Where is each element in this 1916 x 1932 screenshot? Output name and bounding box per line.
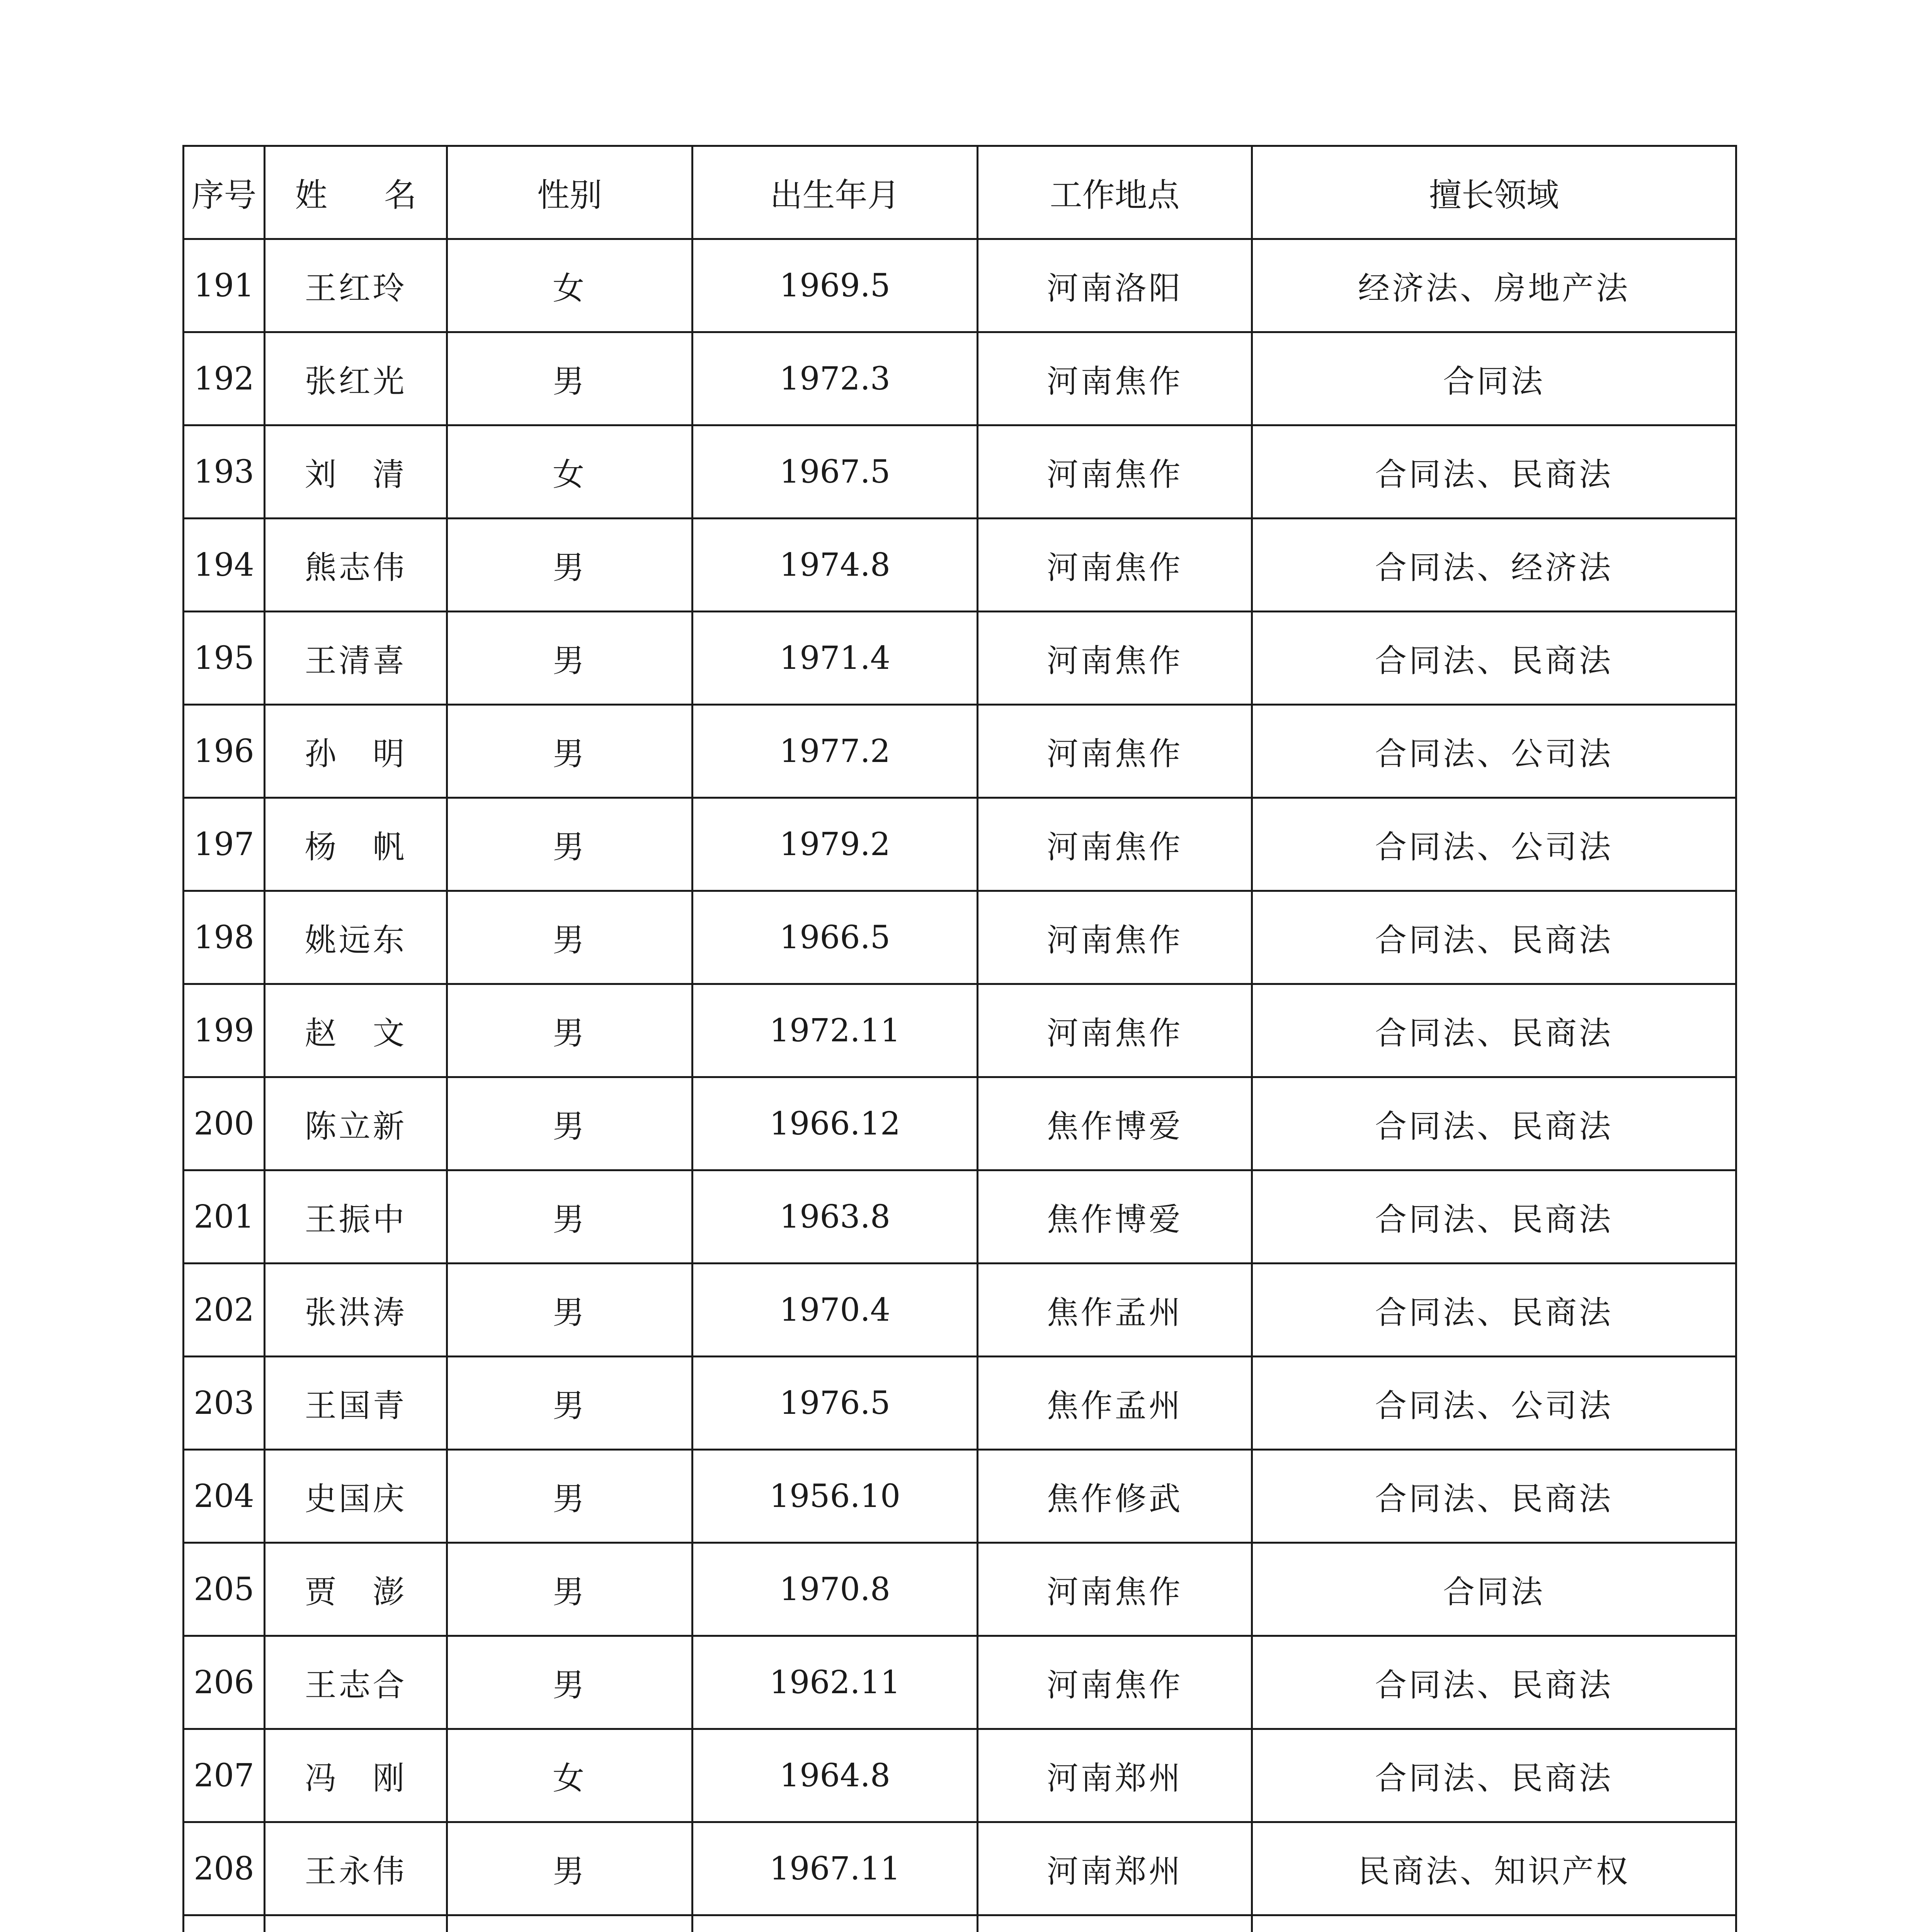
name-cell: 张洪涛 [265,1264,447,1357]
header-seq: 序号 [184,146,265,239]
birth-cell: 1970.8 [693,1543,978,1636]
gender-cell: 男 [447,612,693,705]
name-cell: 史国庆 [265,1450,447,1543]
table-row [184,1915,1736,1932]
birth-cell: 1974.8 [693,519,978,612]
name-cell: 王国青 [265,1357,447,1450]
gender-cell: 男 [447,1822,693,1915]
specialty-cell: 合同法、民商法 [1252,984,1736,1077]
specialty-cell: 合同法、民商法 [1252,1170,1736,1264]
name-cell: 王志合 [265,1636,447,1729]
name-cell: 王振中 [265,1170,447,1264]
gender-cell: 男 [447,1543,693,1636]
birth-cell: 1967.11 [693,1822,978,1915]
name-cell: 熊志伟 [265,519,447,612]
gender-cell: 女 [447,239,693,332]
location-cell: 河南洛阳 [978,239,1252,332]
name-cell: 王永伟 [265,1822,447,1915]
seq-cell: 197 [184,798,265,891]
location-cell: 河南郑州 [978,1729,1252,1822]
location-cell: 河南焦作 [978,425,1252,519]
specialty-cell: 经济法、房地产法 [1252,239,1736,332]
gender-cell: 男 [447,1077,693,1170]
gender-cell: 男 [447,984,693,1077]
header-specialty: 擅长领域 [1252,146,1736,239]
specialty-cell: 合同法、民商法 [1252,1450,1736,1543]
seq-cell: 192 [184,332,265,425]
table-row [184,1357,1736,1450]
header-gender: 性别 [447,146,693,239]
name-cell: 冯 刚 [265,1729,447,1822]
specialty-cell: 合同法 [1252,332,1736,425]
seq-cell [184,1915,265,1932]
birth-cell: 1971.4 [693,612,978,705]
birth-cell: 1970.4 [693,1264,978,1357]
location-cell: 河南郑州 [978,1822,1252,1915]
name-cell: 孙 明 [265,705,447,798]
gender-cell: 男 [447,1264,693,1357]
table-row [184,519,1736,612]
location-cell: 河南焦作 [978,984,1252,1077]
gender-cell: 男 [447,1170,693,1264]
seq-cell: 205 [184,1543,265,1636]
specialty-cell: 合同法、民商法 [1252,1636,1736,1729]
specialty-cell: 合同法、民商法 [1252,1264,1736,1357]
gender-cell: 男 [447,705,693,798]
table-row [184,332,1736,425]
table-row [184,1170,1736,1264]
table-row [184,612,1736,705]
header-location: 工作地点 [978,146,1252,239]
table-row [184,425,1736,519]
table-row [184,1450,1736,1543]
specialty-cell: 合同法、经济法 [1252,519,1736,612]
gender-cell: 女 [447,1729,693,1822]
table-row [184,984,1736,1077]
birth-cell [693,1915,978,1932]
birth-cell: 1963.8 [693,1170,978,1264]
specialty-cell: 合同法 [1252,1543,1736,1636]
specialty-cell: 合同法、民商法 [1252,891,1736,984]
table-row [184,891,1736,984]
name-cell: 姚远东 [265,891,447,984]
table-header-row [184,146,1736,239]
birth-cell: 1964.8 [693,1729,978,1822]
specialty-cell: 合同法、公司法 [1252,1357,1736,1450]
location-cell: 河南焦作 [978,332,1252,425]
location-cell: 河南焦作 [978,1543,1252,1636]
table-row [184,798,1736,891]
location-cell: 河南焦作 [978,891,1252,984]
birth-cell: 1977.2 [693,705,978,798]
seq-cell: 208 [184,1822,265,1915]
gender-cell: 男 [447,1636,693,1729]
location-cell: 焦作孟州 [978,1357,1252,1450]
specialty-cell: 合同法、公司法 [1252,798,1736,891]
table-body [184,239,1736,1932]
specialty-cell: 合同法、民商法 [1252,425,1736,519]
seq-cell: 200 [184,1077,265,1170]
name-cell [265,1915,447,1932]
birth-cell: 1969.5 [693,239,978,332]
table-row [184,705,1736,798]
seq-cell: 198 [184,891,265,984]
specialty-cell: 合同法、民商法 [1252,1077,1736,1170]
birth-cell: 1966.5 [693,891,978,984]
seq-cell: 195 [184,612,265,705]
gender-cell: 男 [447,798,693,891]
table-row [184,1636,1736,1729]
birth-cell: 1966.12 [693,1077,978,1170]
location-cell: 河南焦作 [978,612,1252,705]
seq-cell: 196 [184,705,265,798]
specialty-cell: 民商法、知识产权 [1252,1822,1736,1915]
seq-cell: 202 [184,1264,265,1357]
roster-table [182,145,1737,1932]
header-name: 姓 名 [265,146,447,239]
location-cell: 焦作修武 [978,1450,1252,1543]
table-row [184,1822,1736,1915]
birth-cell: 1956.10 [693,1450,978,1543]
location-cell: 河南焦作 [978,1636,1252,1729]
birth-cell: 1979.2 [693,798,978,891]
location-cell: 焦作博爱 [978,1170,1252,1264]
birth-cell: 1962.11 [693,1636,978,1729]
name-cell: 赵 文 [265,984,447,1077]
specialty-cell: 合同法、民商法 [1252,1729,1736,1822]
gender-cell: 男 [447,1357,693,1450]
birth-cell: 1972.3 [693,332,978,425]
seq-cell: 194 [184,519,265,612]
seq-cell: 199 [184,984,265,1077]
table-row [184,1264,1736,1357]
location-cell: 河南焦作 [978,519,1252,612]
seq-cell: 201 [184,1170,265,1264]
seq-cell: 206 [184,1636,265,1729]
specialty-cell [1252,1915,1736,1932]
name-cell: 杨 帆 [265,798,447,891]
seq-cell: 193 [184,425,265,519]
table-row [184,1077,1736,1170]
name-cell: 王清喜 [265,612,447,705]
seq-cell: 207 [184,1729,265,1822]
table-row [184,239,1736,332]
location-cell [978,1915,1252,1932]
header-birth: 出生年月 [693,146,978,239]
name-cell: 刘 清 [265,425,447,519]
location-cell: 河南焦作 [978,705,1252,798]
gender-cell: 女 [447,425,693,519]
name-cell: 张红光 [265,332,447,425]
specialty-cell: 合同法、公司法 [1252,705,1736,798]
table-row [184,1543,1736,1636]
location-cell: 焦作孟州 [978,1264,1252,1357]
location-cell: 焦作博爱 [978,1077,1252,1170]
name-cell: 陈立新 [265,1077,447,1170]
seq-cell: 203 [184,1357,265,1450]
specialty-cell: 合同法、民商法 [1252,612,1736,705]
gender-cell: 男 [447,891,693,984]
birth-cell: 1972.11 [693,984,978,1077]
gender-cell [447,1915,693,1932]
birth-cell: 1976.5 [693,1357,978,1450]
birth-cell: 1967.5 [693,425,978,519]
seq-cell: 204 [184,1450,265,1543]
gender-cell: 男 [447,1450,693,1543]
table-row [184,1729,1736,1822]
seq-cell: 191 [184,239,265,332]
name-cell: 王红玲 [265,239,447,332]
location-cell: 河南焦作 [978,798,1252,891]
gender-cell: 男 [447,519,693,612]
gender-cell: 男 [447,332,693,425]
name-cell: 贾 澎 [265,1543,447,1636]
